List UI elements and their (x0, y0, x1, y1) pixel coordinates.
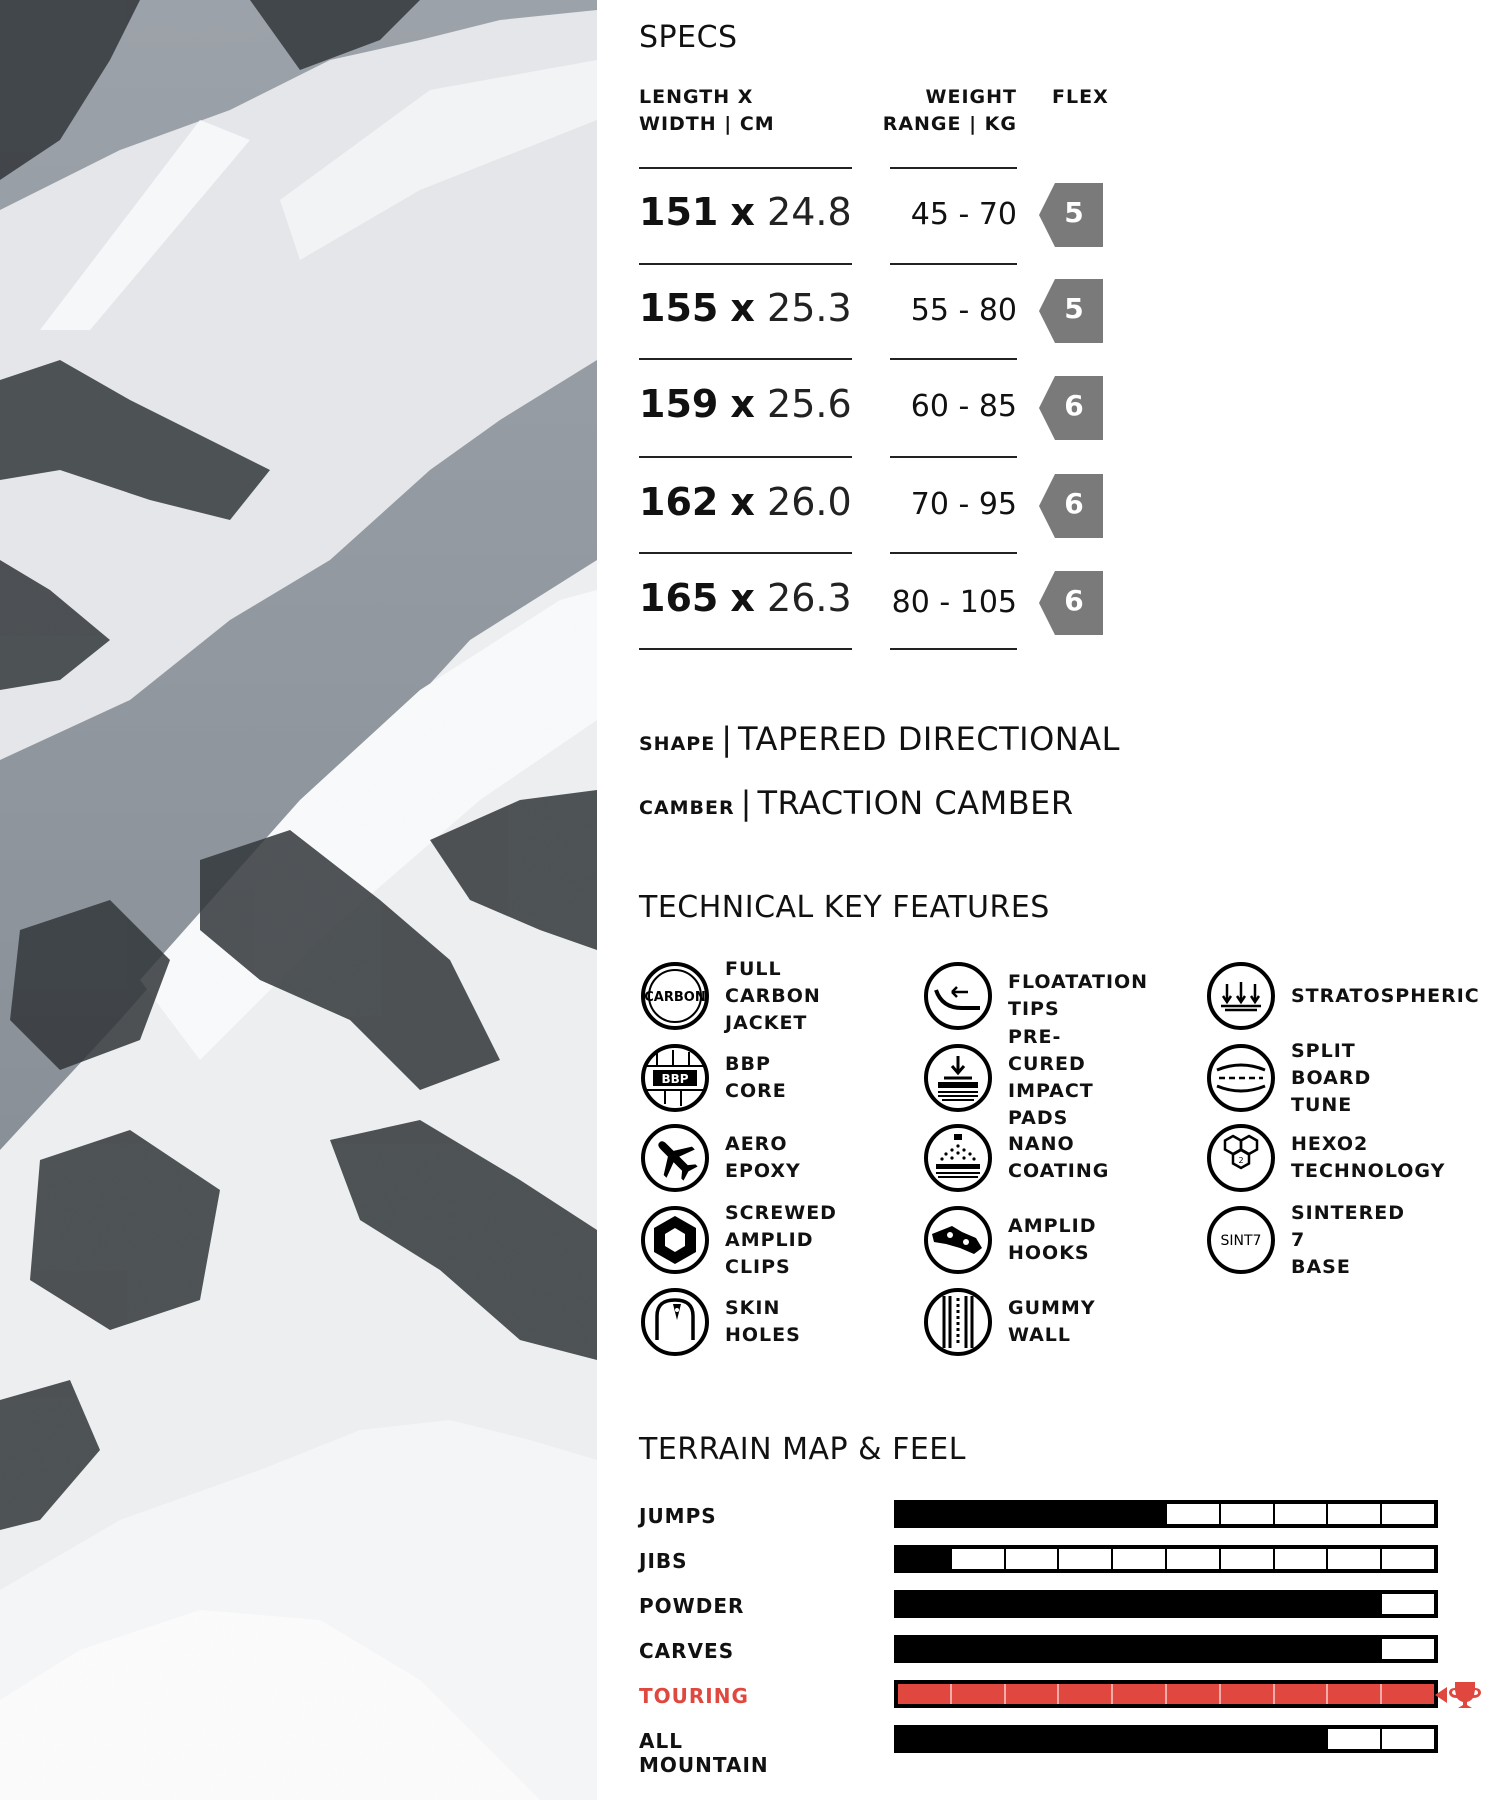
col-length-header (639, 84, 775, 138)
length-width (639, 576, 852, 620)
shape-line (639, 720, 1120, 758)
flex-badge (1039, 571, 1103, 635)
flex-value: 5 (1064, 292, 1084, 325)
airplane-icon (639, 1122, 711, 1194)
terrain-label: JUMPS (639, 1504, 717, 1528)
terrain-label: CARVES (639, 1639, 735, 1663)
feature-label: FLOATATION TIPS (1008, 971, 1149, 1020)
feature-label: BBP CORE (725, 1053, 787, 1102)
col-weight-line2: RANGE | KG (882, 113, 1017, 135)
separator: | (721, 720, 732, 758)
feature-label: HEXO2 TECHNOLOGY (1291, 1133, 1446, 1182)
split-board-icon (1205, 1042, 1277, 1114)
col-flex-header: FLEX (1052, 86, 1109, 108)
divider (639, 167, 852, 169)
camber-value: TRACTION CAMBER (757, 784, 1074, 822)
length-value: 151 (639, 190, 719, 234)
hexagon-icon (1205, 1122, 1277, 1194)
width-value: 26.3 (767, 576, 852, 620)
divider (639, 648, 852, 650)
camber-key: CAMBER (639, 797, 735, 819)
hex-nut-icon (639, 1204, 711, 1276)
divider (890, 263, 1017, 265)
terrain-bar (894, 1500, 1438, 1528)
width-value: 25.6 (767, 382, 852, 426)
divider (639, 552, 852, 554)
divider (890, 167, 1017, 169)
times-sign: x (730, 286, 755, 330)
flex-badge (1039, 183, 1103, 247)
specs-title: SPECS (639, 20, 738, 55)
divider (639, 358, 852, 360)
terrain-title: TERRAIN MAP & FEEL (639, 1432, 966, 1467)
svg-text:2: 2 (1238, 1156, 1244, 1165)
divider (890, 552, 1017, 554)
col-length-line2: WIDTH | CM (639, 113, 775, 135)
bbp-core-icon (639, 1042, 711, 1114)
times-sign: x (730, 576, 755, 620)
feature-label: NANO COATING (1008, 1133, 1110, 1182)
gummy-wall-icon (922, 1286, 994, 1358)
divider (890, 648, 1017, 650)
length-value: 162 (639, 480, 719, 524)
weight-range: 70 - 95 (910, 487, 1017, 522)
terrain-bar (894, 1725, 1438, 1753)
feature-label: SINTERED 7 BASE (1291, 1201, 1405, 1278)
flex-value: 6 (1064, 389, 1084, 422)
times-sign: x (730, 382, 755, 426)
feature-label: STRATOSPHERIC (1291, 984, 1480, 1007)
weight-range: 60 - 85 (910, 389, 1017, 424)
separator: | (740, 784, 752, 822)
terrain-bar (894, 1635, 1438, 1663)
feature-label: SKIN HOLES (725, 1297, 801, 1346)
nano-coating-icon (922, 1122, 994, 1194)
length-value: 155 (639, 286, 719, 330)
feature-label: AMPLID HOOKS (1008, 1215, 1097, 1264)
length-value: 159 (639, 382, 719, 426)
carbon-icon (639, 960, 711, 1032)
feature-label: SPLIT BOARD TUNE (1291, 1039, 1372, 1116)
length-width (639, 286, 852, 330)
feature-label: PRE-CURED IMPACT PADS (1008, 1026, 1094, 1129)
flex-badge (1039, 279, 1103, 343)
flex-value: 6 (1064, 487, 1084, 520)
camber-line (639, 784, 1074, 822)
length-width (639, 480, 852, 524)
feature-label: GUMMY WALL (1008, 1297, 1096, 1346)
flex-badge (1039, 474, 1103, 538)
feature-label: FULL CARBON JACKET (725, 957, 821, 1034)
mountain-photo (0, 0, 597, 1800)
features-title: TECHNICAL KEY FEATURES (639, 890, 1050, 925)
terrain-bar (894, 1590, 1438, 1618)
flex-badge (1039, 376, 1103, 440)
weight-range: 45 - 70 (910, 197, 1017, 232)
sint7-icon-text: SINT7 (1220, 1233, 1262, 1249)
sint7-icon (1205, 1204, 1277, 1276)
impact-pads-icon (922, 1042, 994, 1114)
divider (639, 263, 852, 265)
shape-key: SHAPE (639, 733, 716, 755)
length-value: 165 (639, 576, 719, 620)
width-value: 25.3 (767, 286, 852, 330)
skin-holes-icon (639, 1286, 711, 1358)
times-sign: x (730, 190, 755, 234)
col-length-line1: LENGTH X (639, 86, 754, 108)
divider (890, 358, 1017, 360)
col-weight-line1: WEIGHT (925, 86, 1017, 108)
length-width (639, 382, 852, 426)
trophy-icon (1435, 1680, 1483, 1710)
width-value: 26.0 (767, 480, 852, 524)
terrain-bar (894, 1680, 1438, 1708)
divider (890, 456, 1017, 458)
bbp-icon-text: BBP (661, 1072, 689, 1086)
terrain-label: POWDER (639, 1594, 745, 1618)
stratospheric-icon (1205, 960, 1277, 1032)
feature-label: SCREWED AMPLID CLIPS (725, 1201, 837, 1278)
width-value: 24.8 (767, 190, 852, 234)
feature-label: AERO EPOXY (725, 1133, 801, 1182)
shape-value: TAPERED DIRECTIONAL (737, 720, 1120, 758)
carbon-icon-text: CARBON (644, 990, 706, 1005)
divider (639, 456, 852, 458)
flex-value: 5 (1064, 196, 1084, 229)
weight-range: 80 - 105 (891, 585, 1017, 620)
product-specs-panel (597, 0, 1500, 1800)
weight-range: 55 - 80 (910, 293, 1017, 328)
terrain-label: ALL MOUNTAIN (639, 1729, 769, 1777)
terrain-bar (894, 1545, 1438, 1573)
col-weight-header (867, 84, 1017, 138)
length-width (639, 190, 852, 234)
hooks-icon (922, 1204, 994, 1276)
flex-value: 6 (1064, 584, 1084, 617)
terrain-label: TOURING (639, 1684, 749, 1708)
terrain-label: JIBS (639, 1549, 688, 1573)
floatation-tips-icon (922, 960, 994, 1032)
times-sign: x (730, 480, 755, 524)
